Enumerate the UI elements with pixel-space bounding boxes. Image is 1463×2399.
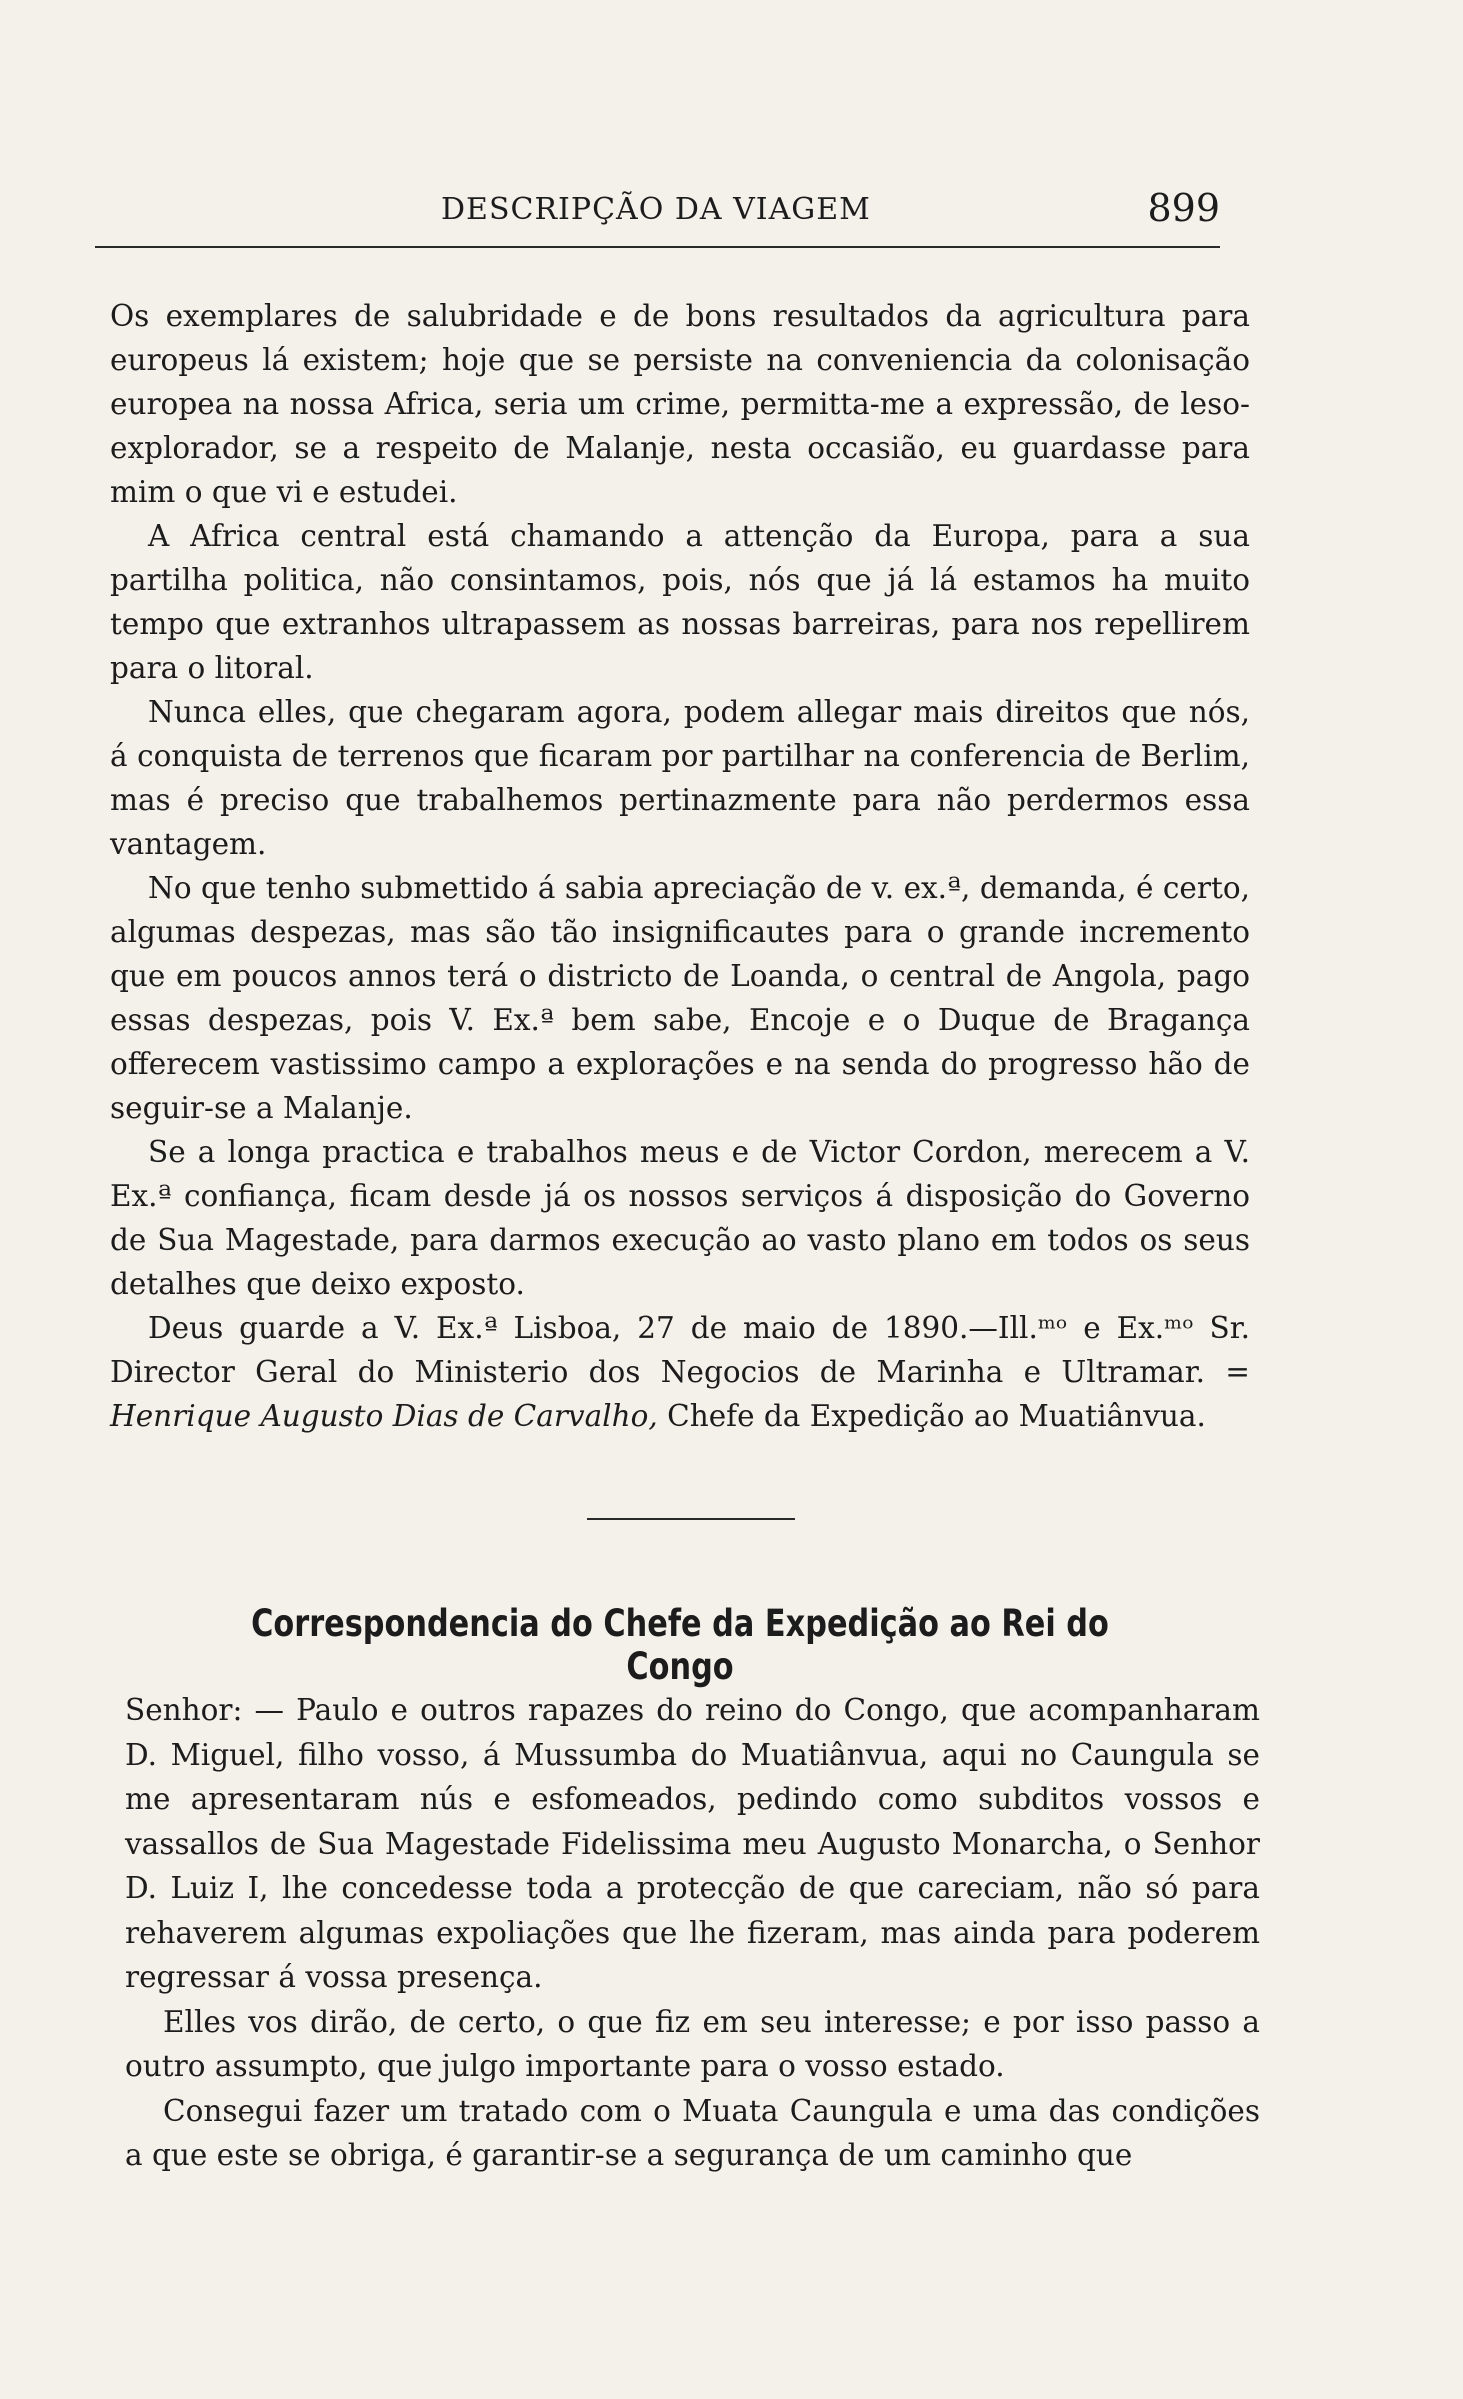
header-rule: [95, 246, 1220, 248]
paragraph: No que tenho submettido á sabia apreciação de v. ex.ª, demanda, é certo, algumas despezas, mas são tão insignificautes para o grande incremento que em poucos annos terá o districto de Loanda, o central de Angola, pago essas despezas, pois V. Ex.ª bem sabe, Encoje e o Duque de Bragança offerecem vastissimo campo a explorações e na senda do progresso hão de seguir-se a Malanje.: [110, 871, 1250, 1125]
closing-text: Deus guarde a V. Ex.ª Lisboa, 27 de maio de 1890.—Ill.ᵐᵒ e Ex.ᵐᵒ Sr. Director Geral do Ministerio dos Negocios de Marinha e Ultramar. =: [110, 1311, 1250, 1389]
paragraph: A Africa central está chamando a attenção da Europa, para a sua partilha politica, não consintamos, pois, nós que já lá estamos ha muito tempo que extranhos ultrapassem as nossas barreiras, para nos repellirem para o litoral.: [110, 519, 1250, 685]
letter-body-congo: [125, 1688, 1260, 2178]
paragraph: Consegui fazer um tratado com o Muata Caungula e uma das condições a que este se obriga, é garantir-se a segurança de um caminho que: [125, 2093, 1260, 2172]
paragraph: Os exemplares de salubridade e de bons resultados da agricultura para europeus lá existem; hoje que se persiste na conveniencia da colonisação europea na nossa Africa, seria um crime, permitta-me a expressão, de leso-explorador, se a respeito de Malanje, nesta occasião, eu guardasse para mim o que vi e estudei.: [110, 299, 1250, 509]
signature-name: Henrique Augusto Dias de Carvalho,: [110, 1399, 658, 1433]
running-head-title: DESCRIPÇÃO DA VIAGEM: [441, 192, 871, 227]
paragraph: Elles vos dirão, de certo, o que fiz em seu interesse; e por isso passo a outro assumpto, que julgo importante para o vosso estado.: [125, 2004, 1260, 2083]
section-separator: [587, 1518, 795, 1520]
page-number: 899: [1147, 186, 1220, 230]
signature-title: Chefe da Expedição ao Muatiânvua.: [657, 1399, 1206, 1433]
running-header: [95, 186, 1220, 236]
paragraph: Senhor: — Paulo e outros rapazes do reino do Congo, que acompanharam D. Miguel, filho vosso, á Mussumba do Muatiânvua, aqui no Caungula se me apresentaram nús e esfomeados, pedindo como subditos vossos e vassallos de Sua Magestade Fidelissima meu Augusto Monarcha, o Senhor D. Luiz I, lhe concedesse toda a protecção de que careciam, não só para rehaverem algumas expoliações que lhe fizeram, mas ainda para poderem regressar á vossa presença.: [125, 1693, 1260, 1994]
paragraph: Se a longa practica e trabalhos meus e de Victor Cordon, merecem a V. Ex.ª confiança, ficam desde já os nossos serviços á disposição do Governo de Sua Magestade, para darmos execução ao vasto plano em todos os seus detalhes que deixo exposto.: [110, 1135, 1250, 1301]
letter-body: [110, 294, 1250, 1438]
section-heading: Correspondencia do Chefe da Expedição ao Rei do Congo: [251, 1602, 1109, 1688]
paragraph: Nunca elles, que chegaram agora, podem allegar mais direitos que nós, á conquista de terrenos que ficaram por partilhar na conferencia de Berlim, mas é preciso que trabalhemos pertinazmente para não perdermos essa vantagem.: [110, 695, 1250, 861]
paragraph-closing: [110, 1306, 1250, 1438]
